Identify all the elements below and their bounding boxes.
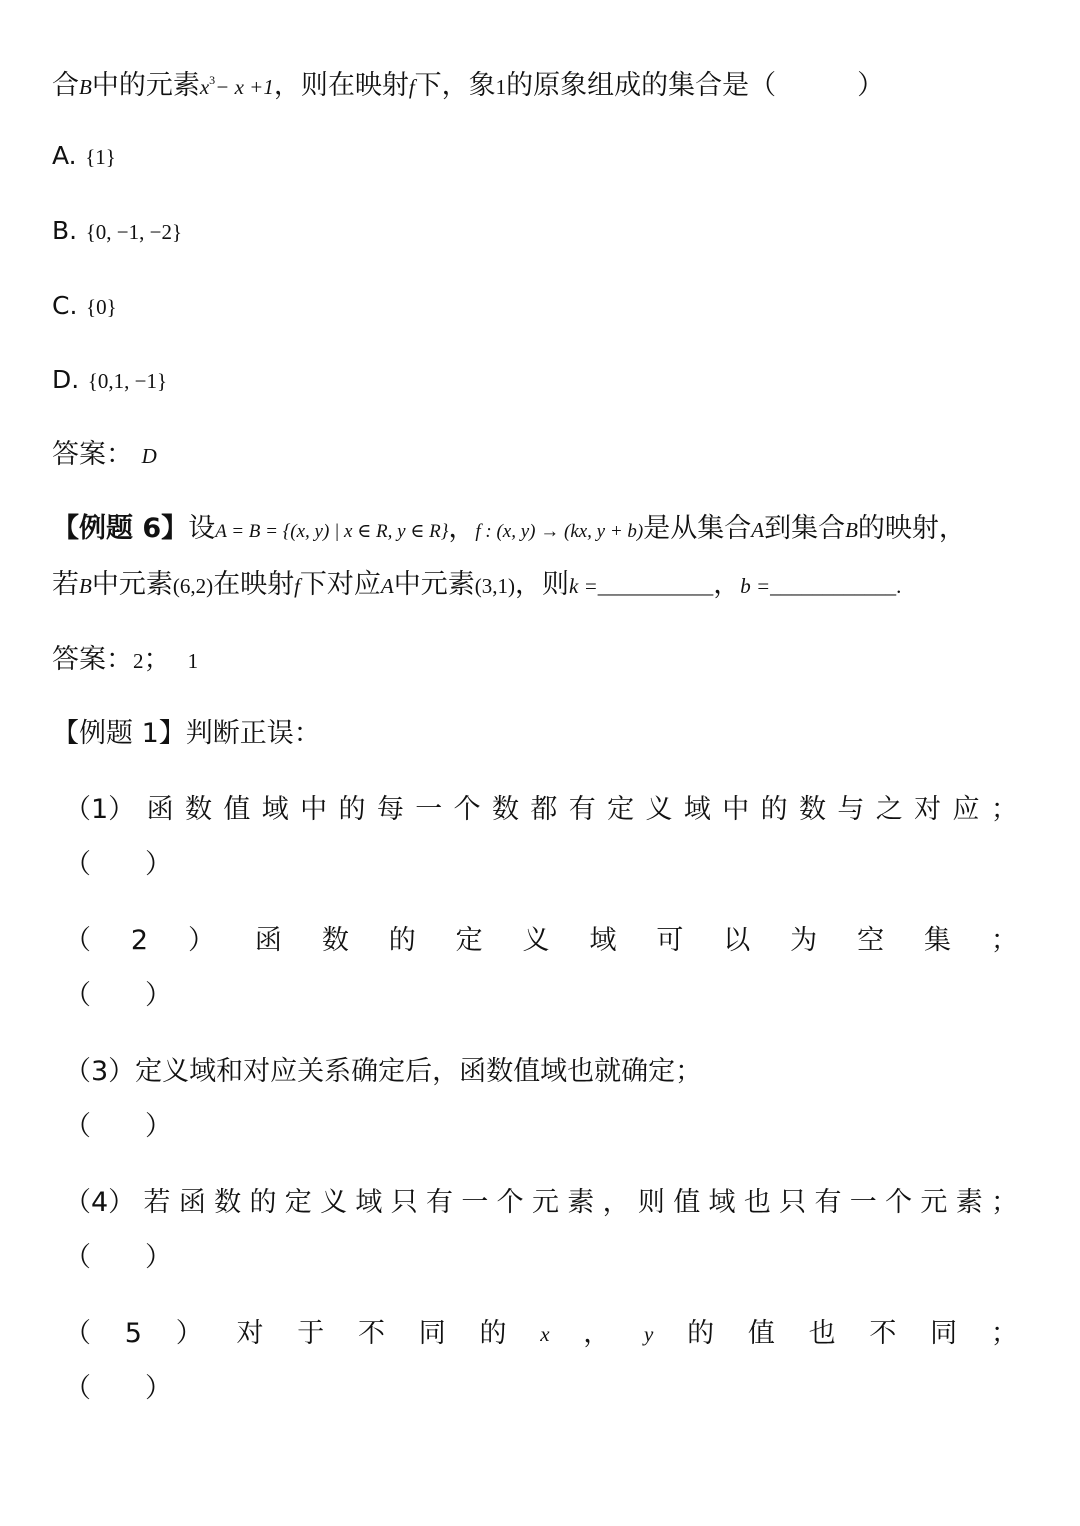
- answer-label: 答案：: [52, 439, 133, 470]
- item-char: （4）: [64, 1187, 136, 1218]
- item-char: 数: [321, 925, 349, 956]
- item-char: 值: [673, 1187, 701, 1218]
- item-2-paren[interactable]: [64, 976, 1040, 1016]
- example-tag: 【例题 1】: [52, 718, 186, 749]
- item-char: （: [64, 925, 91, 956]
- item-char: y: [644, 1322, 654, 1346]
- math-var: f: [408, 75, 415, 99]
- option-value: {1}: [85, 145, 116, 169]
- item-char: 以: [723, 925, 751, 956]
- math-num: 1: [495, 75, 507, 99]
- item-char: 一: [849, 1187, 877, 1218]
- example6-line2: [52, 565, 1040, 606]
- item-char: 域: [683, 794, 711, 825]
- text: 设: [188, 513, 216, 544]
- item-char: 一: [461, 1187, 489, 1218]
- item-4-paren[interactable]: [64, 1238, 1040, 1278]
- item-char: 都: [530, 794, 558, 825]
- item-char: x: [540, 1322, 550, 1346]
- item-char: 每: [376, 794, 404, 825]
- item-char: 值: [747, 1318, 775, 1349]
- math-var: x: [199, 75, 210, 99]
- option-c: [52, 286, 1040, 327]
- item-char: 不: [357, 1318, 385, 1349]
- item-char: ；: [991, 1187, 1018, 1218]
- item-char: 只: [390, 1187, 418, 1218]
- item-3-paren[interactable]: [64, 1107, 1040, 1147]
- text: ，: [713, 569, 741, 600]
- item-4: [64, 1183, 1018, 1223]
- answer-value: 1: [187, 649, 199, 673]
- text: 中元素: [91, 569, 173, 600]
- example-tag: 【例题 6】: [52, 513, 189, 544]
- math-point: (3,1): [474, 574, 515, 598]
- item-char: ，: [583, 1318, 611, 1349]
- item-5-paren[interactable]: [64, 1369, 1040, 1409]
- math-var: B: [79, 574, 92, 598]
- item-char: 义: [645, 794, 673, 825]
- item-char: 则: [637, 1187, 665, 1218]
- item-char: 有: [568, 794, 596, 825]
- question-intro: [52, 60, 1040, 107]
- option-value: {0}: [86, 295, 117, 319]
- text: 是从集合: [643, 513, 752, 544]
- item-char: 值: [223, 794, 251, 825]
- item-char: 同: [418, 1318, 446, 1349]
- answer-blank[interactable]: ___________: [597, 574, 714, 598]
- option-label: A.: [52, 141, 77, 170]
- math-var: A: [380, 574, 394, 598]
- item-char: ，: [602, 1187, 630, 1218]
- item-char: 为: [790, 925, 818, 956]
- item-char: （: [64, 1318, 91, 1349]
- item-char: 域: [589, 925, 617, 956]
- option-d: [52, 360, 1040, 401]
- item-char: 也: [743, 1187, 771, 1218]
- math-point: (6,2): [172, 574, 214, 598]
- item-char: （1）: [64, 794, 136, 825]
- math-var: B: [845, 518, 858, 542]
- math-var: A: [751, 518, 765, 542]
- item-char: 集: [923, 925, 951, 956]
- item-char: 素: [955, 1187, 983, 1218]
- item-char: 域: [355, 1187, 383, 1218]
- item-char: 的: [479, 1318, 507, 1349]
- math-var: k =: [569, 574, 598, 598]
- item-char: 的: [687, 1318, 715, 1349]
- item-char: 有: [426, 1187, 453, 1218]
- item-char: 对: [914, 794, 942, 825]
- item-char: ；: [990, 925, 1018, 956]
- item-char: 之: [875, 794, 903, 825]
- text: 中元素: [393, 569, 475, 600]
- example1-header: [52, 714, 1040, 754]
- item-char: 域: [708, 1187, 736, 1218]
- text: 合: [52, 70, 79, 101]
- item-char: 同: [930, 1318, 958, 1349]
- text: ，则在映射: [273, 70, 409, 101]
- item-char: 个: [453, 794, 481, 825]
- option-value: {0, −1, −2}: [85, 220, 183, 244]
- item-char: 可: [656, 925, 684, 956]
- item-3: [64, 1052, 1040, 1092]
- text: 下，象: [414, 70, 496, 101]
- item-char: 于: [297, 1318, 325, 1349]
- item-char: 的: [388, 925, 416, 956]
- item-char: 义: [320, 1187, 348, 1218]
- item-char: 数: [214, 1187, 242, 1218]
- item-char: 只: [779, 1187, 807, 1218]
- item-char: 数: [798, 794, 826, 825]
- answer-line: [52, 435, 1040, 476]
- text: 的映射，: [857, 513, 966, 544]
- paren-blank[interactable]: （ ）: [64, 980, 172, 1011]
- item-char: 与: [837, 794, 865, 825]
- option-label: D.: [52, 365, 80, 394]
- item-char: 空: [857, 925, 885, 956]
- item-char: 对: [236, 1318, 264, 1349]
- option-label: B.: [52, 216, 78, 245]
- text: 下对应: [299, 569, 381, 600]
- item-char: 也: [808, 1318, 836, 1349]
- item-char: 素: [567, 1187, 595, 1218]
- answer-blank[interactable]: ____________: [770, 574, 897, 598]
- option-label: C.: [52, 291, 78, 320]
- item-char: ；: [990, 794, 1018, 825]
- text: .: [896, 574, 902, 598]
- item-char: 函: [254, 925, 282, 956]
- item-5: [64, 1314, 1018, 1354]
- option-b: [52, 211, 1040, 252]
- item-char: ）: [175, 1318, 203, 1349]
- item-char: 定: [607, 794, 635, 825]
- item-2: [64, 921, 1018, 961]
- item-char: 定: [455, 925, 483, 956]
- item-char: 个: [885, 1187, 913, 1218]
- paren-blank[interactable]: （ ）: [64, 1111, 172, 1142]
- paren-blank[interactable]: （ ）: [64, 849, 172, 880]
- item-char: 不: [869, 1318, 897, 1349]
- text: ，: [448, 513, 476, 544]
- paren-blank[interactable]: （ ）: [64, 1373, 172, 1404]
- answer-line: [52, 640, 1040, 681]
- item-char: 5: [124, 1318, 142, 1349]
- math-var: b =: [740, 574, 771, 598]
- text: 若: [52, 569, 79, 600]
- item-char: 个: [496, 1187, 524, 1218]
- item-1-paren[interactable]: [64, 845, 1040, 885]
- text: 到集合: [764, 513, 846, 544]
- item-char: 数: [184, 794, 212, 825]
- item-char: 域: [261, 794, 289, 825]
- math-expr: f : (x, y) → (kx, y + b): [475, 521, 644, 542]
- item-char: 函: [146, 794, 174, 825]
- item-char: 函: [178, 1187, 206, 1218]
- item-char: 有: [814, 1187, 842, 1218]
- text: ；: [143, 644, 171, 675]
- math-expr: A = B = {(x, y) | x ∈ R, y ∈ R}: [215, 521, 449, 542]
- item-char: 义: [522, 925, 550, 956]
- text: ，则: [515, 569, 569, 600]
- answer-value: 2: [133, 649, 144, 673]
- option-value: {0,1, −1}: [87, 369, 168, 393]
- option-a: [52, 136, 1040, 177]
- item-char: 一: [415, 794, 443, 825]
- answer-value: D: [141, 444, 157, 468]
- item-char: 的: [249, 1187, 277, 1218]
- item-char: 应: [952, 794, 980, 825]
- example6-line1: [52, 509, 1040, 552]
- item-char: ；: [990, 1318, 1018, 1349]
- item-char: 元: [920, 1187, 948, 1218]
- item-char: 数: [491, 794, 519, 825]
- item-char: 若: [143, 1187, 171, 1218]
- answer-label: 答案：: [52, 644, 133, 675]
- item-char: 的: [338, 794, 366, 825]
- item-char: 2: [130, 925, 149, 956]
- math-exponent: 3: [209, 73, 216, 87]
- item-text: （3）定义域和对应关系确定后，函数值域也就确定；: [64, 1056, 703, 1087]
- math-var: f: [294, 574, 300, 598]
- text: 的原象组成的集合是（ ）: [506, 70, 885, 101]
- item-char: ）: [188, 925, 215, 956]
- item-1: [64, 790, 1018, 830]
- paren-blank[interactable]: （ ）: [64, 1242, 172, 1273]
- item-char: 定: [284, 1187, 312, 1218]
- text: 在映射: [213, 569, 295, 600]
- math-var: B: [79, 75, 92, 99]
- item-char: 中: [722, 794, 750, 825]
- example-title: 判断正误：: [185, 718, 321, 749]
- item-char: 中: [300, 794, 328, 825]
- math-expr: − x +1: [215, 75, 274, 99]
- item-char: 的: [760, 794, 788, 825]
- text: 中的元素: [91, 70, 200, 101]
- item-char: 元: [531, 1187, 559, 1218]
